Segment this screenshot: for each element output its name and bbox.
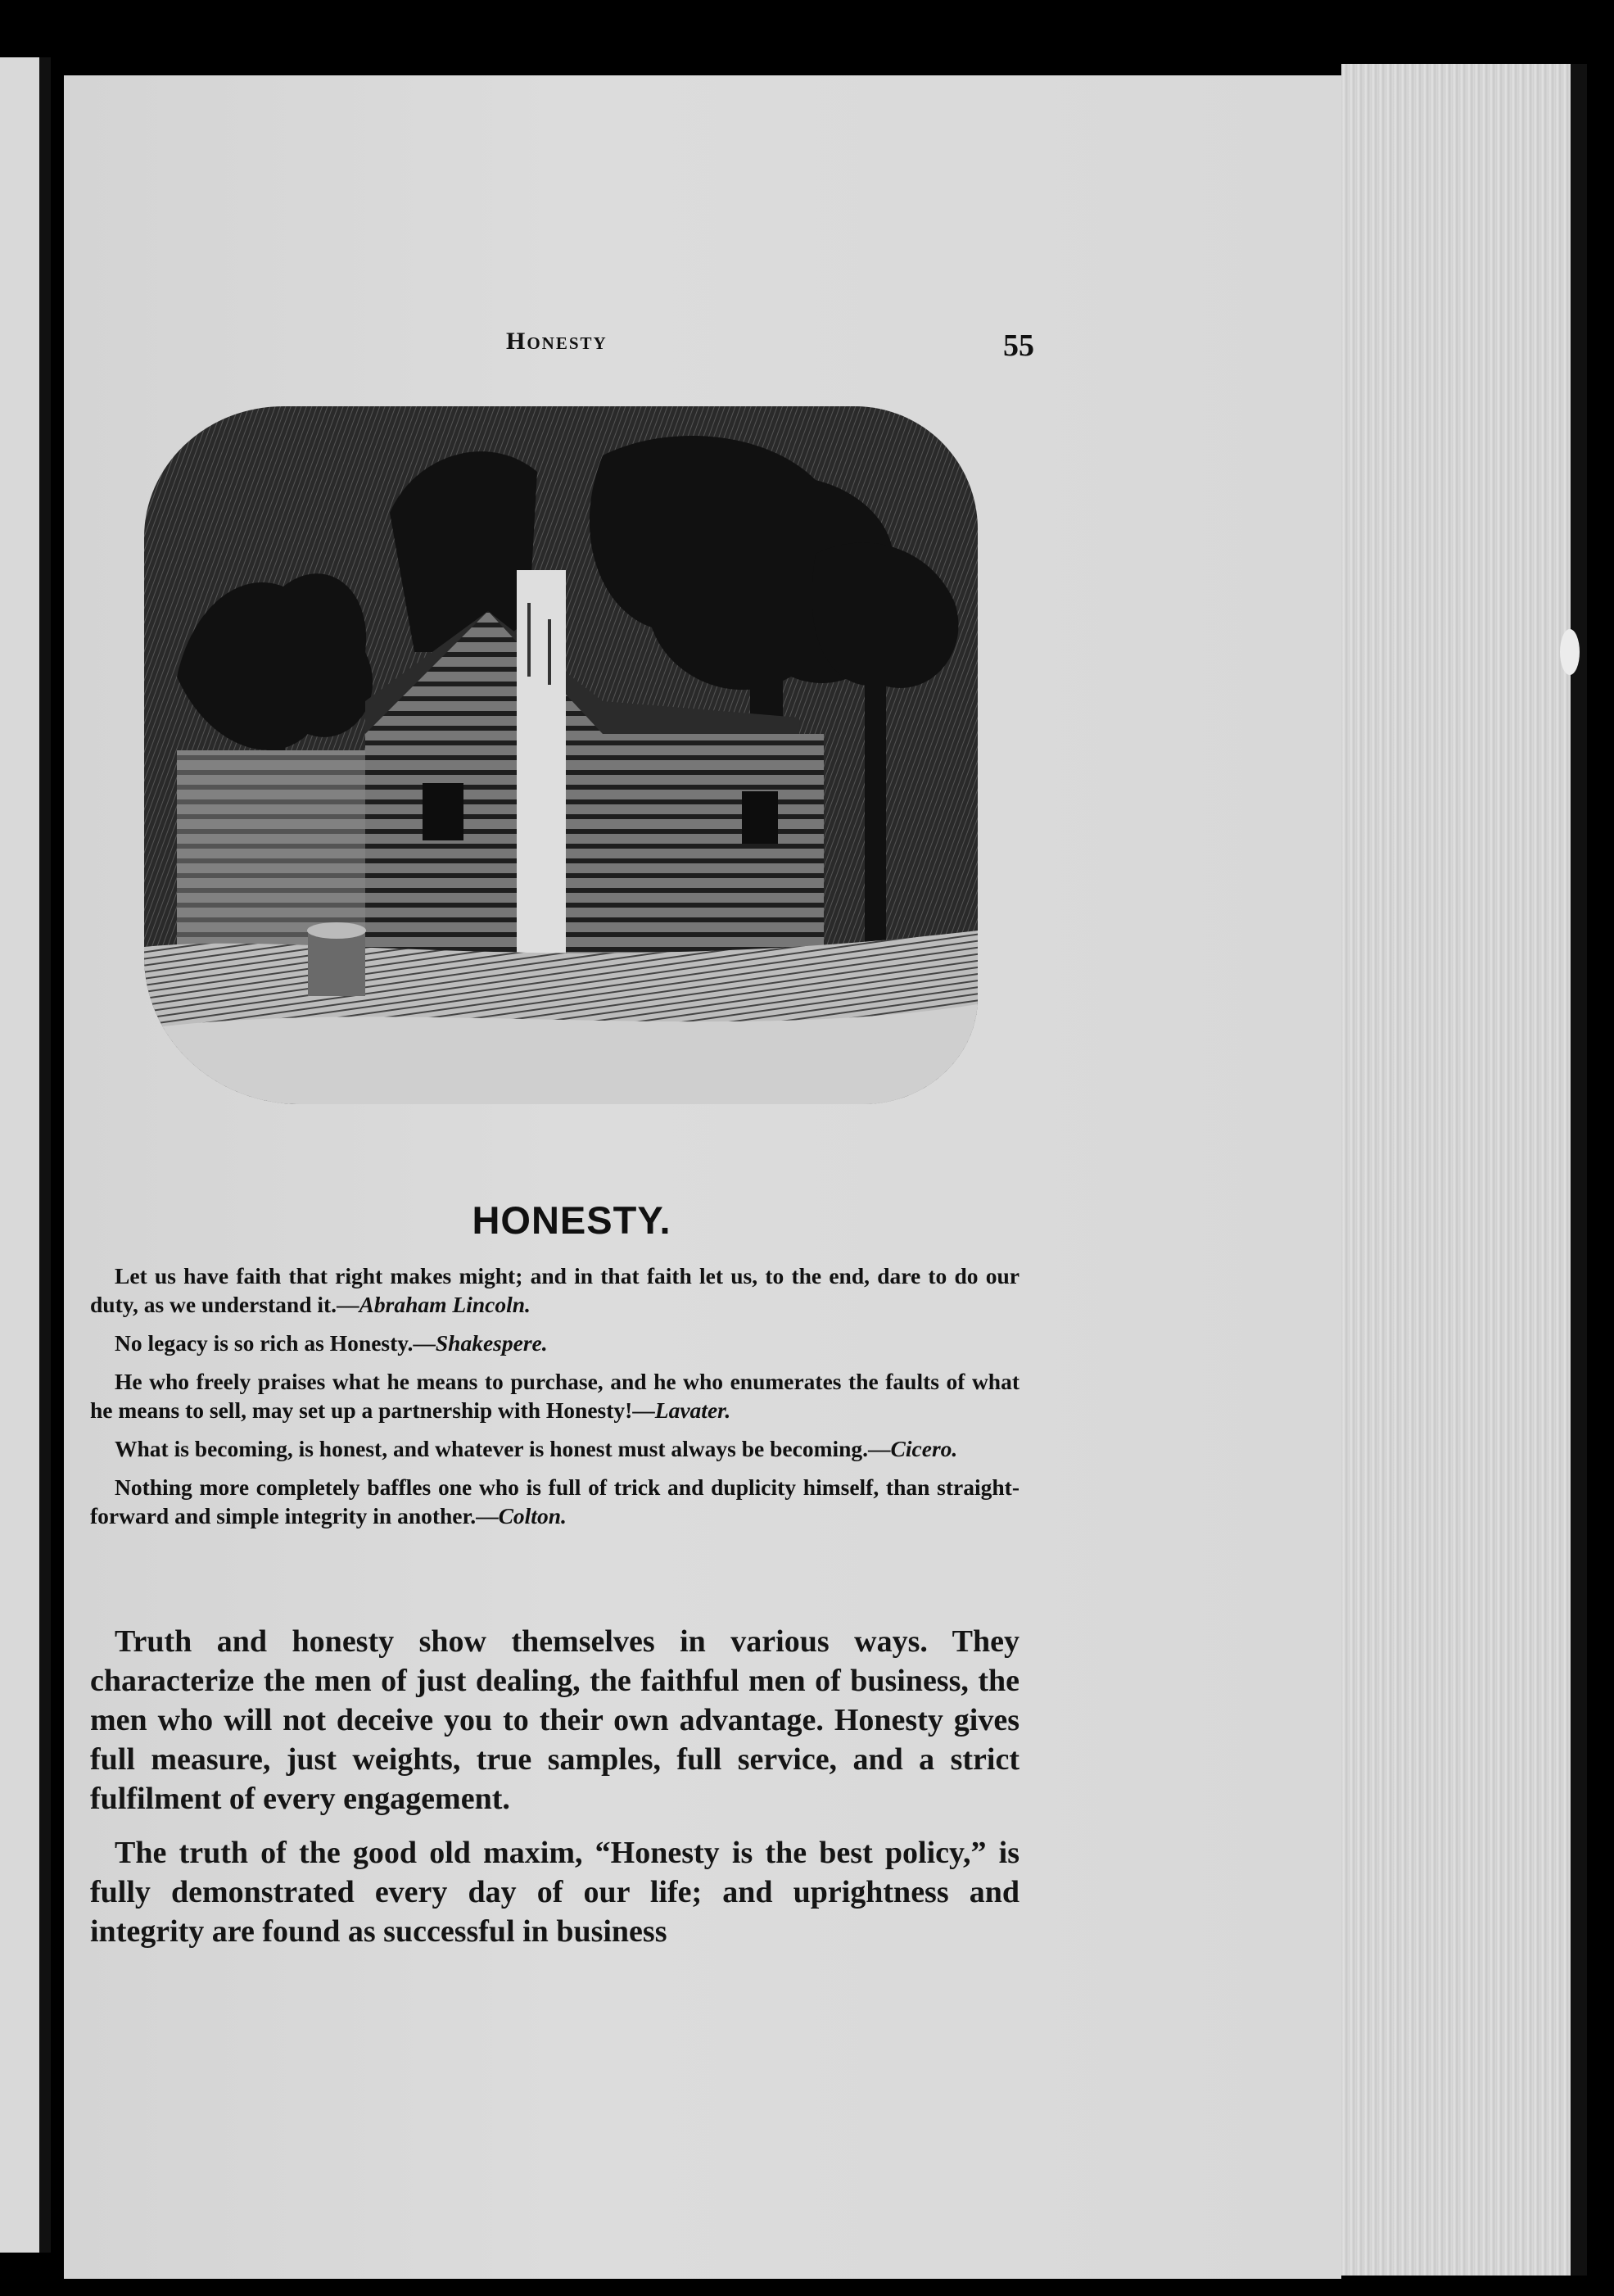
running-head-title: Honesty [506, 328, 608, 355]
quote-attribution: Lavater. [654, 1397, 731, 1423]
engraving-image [144, 406, 978, 1104]
quote-attribution: Abraham Lincoln. [359, 1292, 531, 1317]
quote-text: What is becoming, is honest, and whatever is honest must always be becoming.— [115, 1436, 891, 1461]
article-heading: HONESTY. [472, 1198, 671, 1242]
log-cabin-engraving [144, 406, 978, 1104]
quote-attribution: Colton. [498, 1503, 567, 1528]
page-number: 55 [1003, 328, 1034, 363]
paragraph: Truth and honesty show themselves in various ways. They characterize the men of just dealing, the faithful men of business, the men who will not deceive you to their own advantage. Honesty gives full measure, just weights, true samples, full service, and a strict fulfilment of every engagement. [90, 1624, 1019, 1816]
quote [90, 1473, 1019, 1530]
quotation-block [90, 1261, 1019, 1540]
quote-text: Nothing more completely baffles one who is full of trick and duplicity himself, than straight-forward and simple integrity in another.— [90, 1474, 1019, 1528]
film-speck [1560, 629, 1580, 675]
quote [90, 1367, 1019, 1424]
quote-attribution: Shakespere. [435, 1330, 548, 1356]
quote-attribution: Cicero. [890, 1436, 958, 1461]
quote-text: Let us have faith that right makes might; and in that faith let us, to the end, dare to do our duty, as we understand it.— [90, 1263, 1019, 1317]
quote [90, 1261, 1019, 1319]
quote [90, 1329, 1019, 1357]
quote-text: He who freely praises what he means to purchase, and he who enumerates the faults of what he means to sell, may set up a partnership with Honesty!— [90, 1369, 1019, 1423]
quote [90, 1434, 1019, 1463]
paragraph: The truth of the good old maxim, “Honesty is the best policy,” is fully demonstrated every day of our life; and uprightness and integrity are found as successful in business [90, 1836, 1019, 1949]
page-stack-edge [1341, 64, 1587, 2276]
body-text [90, 1622, 1019, 1966]
quote-text: No legacy is so rich as Honesty.— [115, 1330, 436, 1356]
facing-page-edge [0, 57, 51, 2253]
